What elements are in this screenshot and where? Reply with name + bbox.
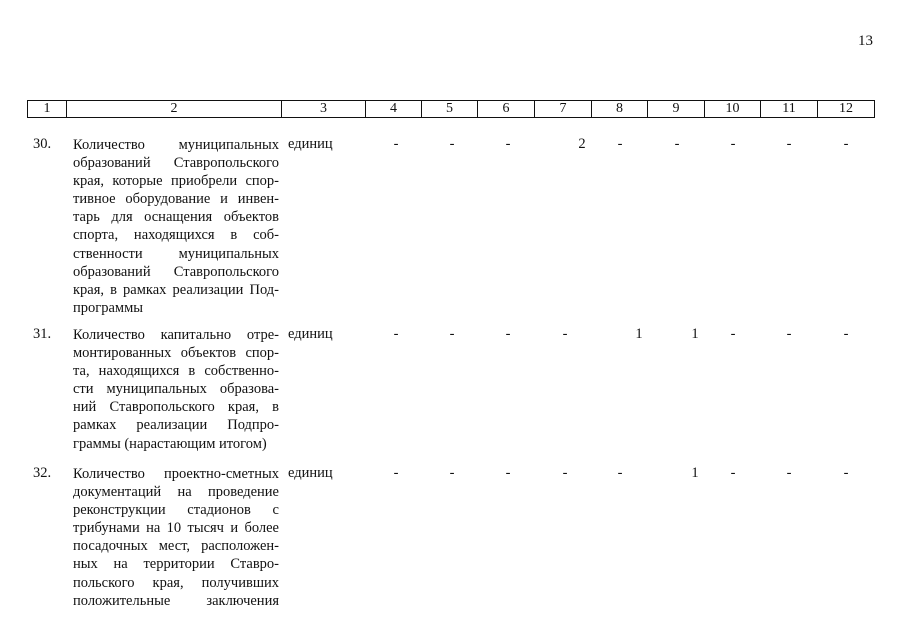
value-cell: - bbox=[786, 326, 792, 342]
column-header-cell: 11 bbox=[761, 101, 818, 118]
column-header-cell: 6 bbox=[478, 101, 535, 118]
column-header-cell: 8 bbox=[592, 101, 648, 118]
description-line: края, которые приобрели спор- bbox=[73, 173, 279, 190]
value-cell: - bbox=[505, 465, 511, 481]
value-cell: 1 bbox=[691, 326, 699, 342]
description-line: реконструкции стадионов с bbox=[73, 502, 279, 519]
column-header-cell: 2 bbox=[67, 101, 282, 118]
column-header-cell: 12 bbox=[818, 101, 875, 118]
row-number: 30. bbox=[33, 136, 52, 152]
description-line: программы bbox=[73, 299, 143, 316]
value-cell: - bbox=[730, 465, 736, 481]
description-line: польского края, получивших bbox=[73, 574, 279, 591]
value-cell: - bbox=[449, 136, 455, 152]
row-unit: единиц bbox=[288, 465, 333, 481]
column-header-cell: 3 bbox=[282, 101, 366, 118]
description-line: Количество капитально отре- bbox=[73, 327, 279, 343]
description-line: ний Ставропольского края, в bbox=[73, 399, 279, 416]
row-description bbox=[73, 136, 279, 317]
description-line: образований Ставропольского bbox=[73, 155, 279, 172]
row-description bbox=[73, 465, 279, 610]
description-line: сти муниципальных образова- bbox=[73, 381, 279, 398]
value-cell: - bbox=[393, 136, 399, 152]
column-header-cell: 10 bbox=[705, 101, 761, 118]
value-cell: - bbox=[843, 326, 849, 342]
row-unit: единиц bbox=[288, 136, 333, 152]
value-cell: - bbox=[562, 465, 568, 481]
description-line: трибунами на 10 тысяч и более bbox=[73, 520, 279, 537]
row-description bbox=[73, 326, 279, 453]
value-cell: - bbox=[393, 326, 399, 342]
description-line: рамках реализации Подпро- bbox=[73, 417, 279, 434]
description-line: ных на территории Ставро- bbox=[73, 556, 279, 573]
value-cell: - bbox=[674, 136, 680, 152]
column-header-cell: 9 bbox=[648, 101, 705, 118]
value-cell: - bbox=[843, 136, 849, 152]
value-cell: 2 bbox=[578, 136, 586, 152]
value-cell: 1 bbox=[691, 465, 699, 481]
value-cell: - bbox=[617, 136, 623, 152]
column-header-cell: 4 bbox=[366, 101, 422, 118]
value-cell: - bbox=[449, 465, 455, 481]
value-cell: - bbox=[617, 465, 623, 481]
value-cell: - bbox=[449, 326, 455, 342]
description-line: документаций на проведение bbox=[73, 484, 279, 501]
description-line: граммы (нарастающим итогом) bbox=[73, 435, 267, 452]
row-number: 32. bbox=[33, 465, 52, 481]
description-line: спорта, находящихся в соб- bbox=[73, 227, 279, 244]
value-cell: - bbox=[730, 136, 736, 152]
page-number: 13 bbox=[858, 33, 873, 49]
description-line: положительные заключения bbox=[73, 592, 279, 609]
description-line: монтированных объектов спор- bbox=[73, 345, 279, 362]
description-line: та, находящихся в собственно- bbox=[73, 363, 279, 380]
value-cell: - bbox=[843, 465, 849, 481]
value-cell: - bbox=[786, 136, 792, 152]
value-cell: - bbox=[393, 465, 399, 481]
description-line: посадочных мест, расположен- bbox=[73, 538, 279, 555]
column-header-cell: 1 bbox=[28, 101, 67, 118]
row-number: 31. bbox=[33, 326, 52, 342]
value-cell: - bbox=[562, 326, 568, 342]
description-line: образований Ставропольского bbox=[73, 263, 279, 280]
value-cell: - bbox=[505, 326, 511, 342]
value-cell: - bbox=[730, 326, 736, 342]
description-line: Количество муниципальных bbox=[73, 137, 279, 153]
value-cell: 1 bbox=[635, 326, 643, 342]
description-line: тивное оборудование и инвен- bbox=[73, 191, 279, 208]
description-line: Количество проектно-сметных bbox=[73, 466, 279, 482]
value-cell: - bbox=[786, 465, 792, 481]
column-header-row bbox=[28, 101, 875, 118]
description-line: ственности муниципальных bbox=[73, 245, 279, 262]
description-line: края, в рамках реализации Под- bbox=[73, 281, 279, 298]
description-line: тарь для оснащения объектов bbox=[73, 209, 279, 226]
value-cell: - bbox=[505, 136, 511, 152]
column-header-table bbox=[27, 100, 875, 118]
row-unit: единиц bbox=[288, 326, 333, 342]
column-header-cell: 5 bbox=[422, 101, 478, 118]
column-header-cell: 7 bbox=[535, 101, 592, 118]
